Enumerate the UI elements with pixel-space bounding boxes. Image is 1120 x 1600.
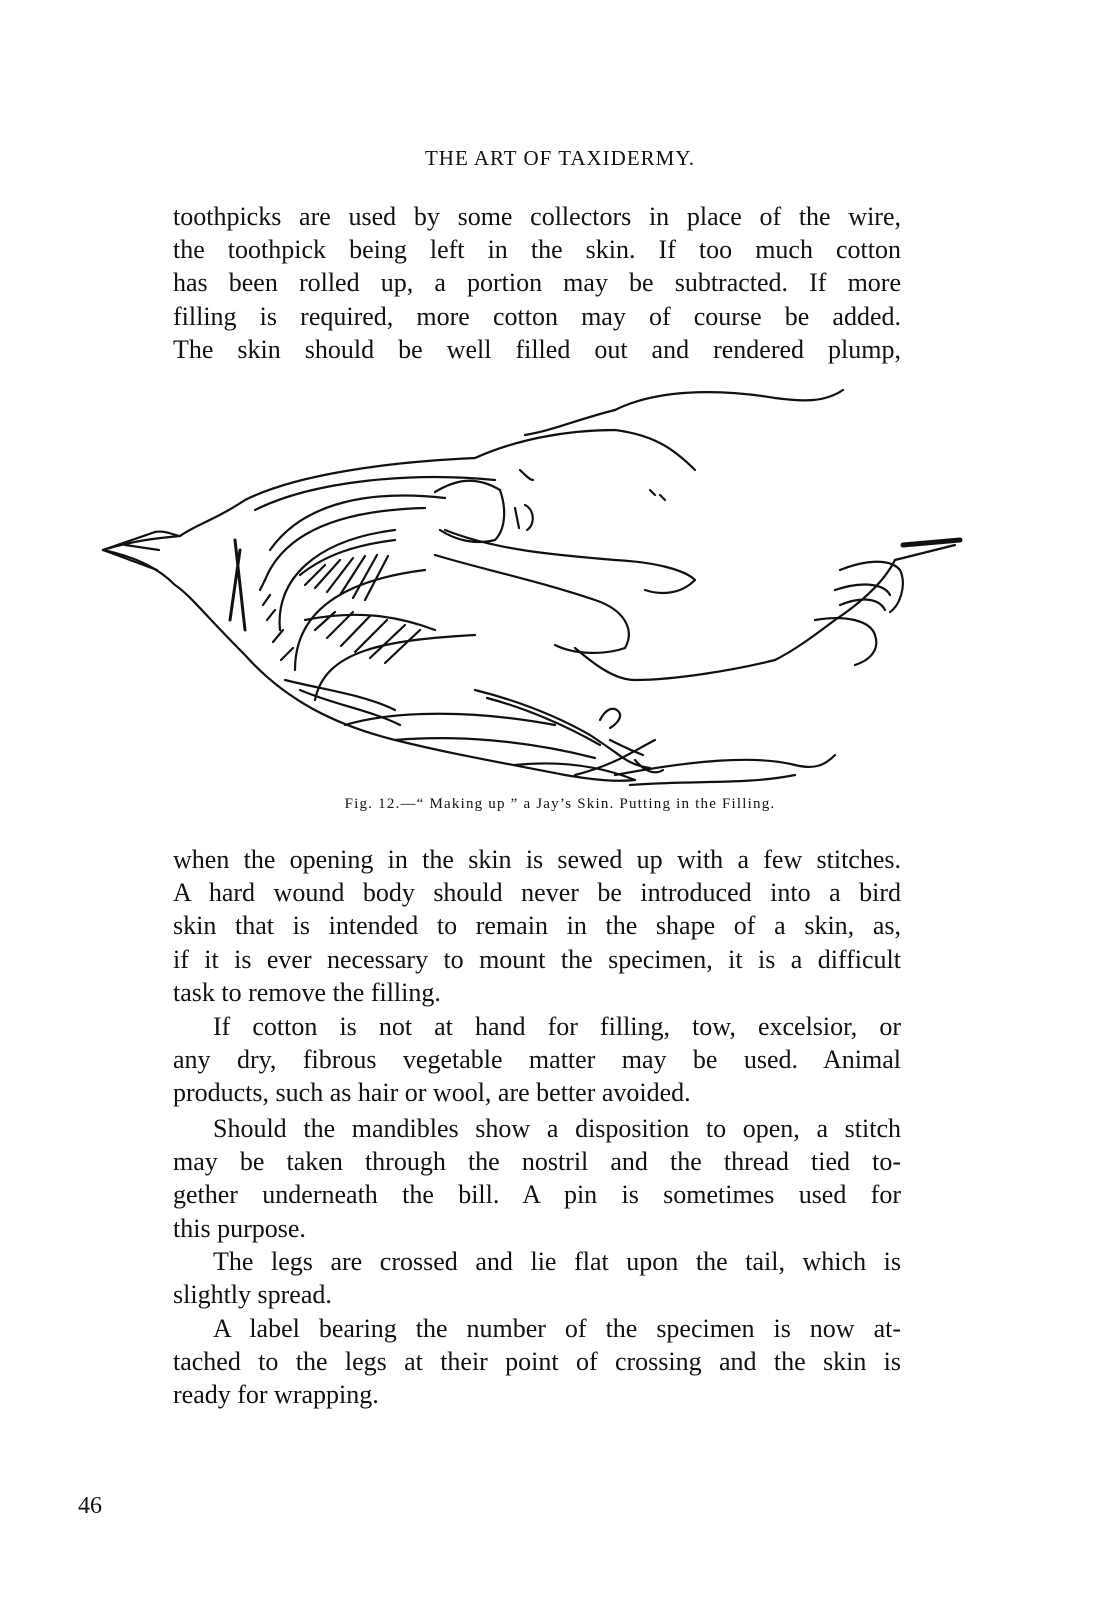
text-line: if it is ever necessary to mount the specimen, it is a difficult (173, 944, 901, 974)
hand-drawing (435, 390, 960, 680)
text-line: has been rolled up, a portion may be subtracted. If more (173, 268, 901, 298)
paragraph-6 (173, 1312, 901, 1412)
paragraph-4 (173, 1112, 901, 1245)
figure-caption: Fig. 12.—“ Making up ” a Jay’s Skin. Putting in the Filling. (344, 796, 776, 812)
text-line: tached to the legs at their point of crossing and the skin is (173, 1347, 901, 1377)
paragraph-3 (173, 1010, 901, 1110)
text-line: A hard wound body should never be introduced into a bird (173, 878, 901, 908)
text-line: when the opening in the skin is sewed up with a few stitches. (173, 845, 901, 874)
text-line: If cotton is not at hand for filling, tow, excelsior, or (213, 1012, 901, 1041)
text-line: the toothpick being left in the skin. If too much cotton (173, 235, 901, 265)
text-line: The legs are crossed and lie flat upon the tail, which is (213, 1247, 901, 1276)
text-line: The skin should be well filled out and rendered plump, (173, 334, 901, 364)
text-line: this purpose. (173, 1213, 306, 1243)
text-line: ready for wrapping. (173, 1380, 379, 1410)
paragraph-5 (173, 1245, 901, 1311)
text-line: may be taken through the nostril and the thread tied to- (173, 1147, 901, 1177)
text-line: filling is required, more cotton may of course be added. (173, 301, 901, 331)
text-line: skin that is intended to remain in the shape of a skin, as, (173, 911, 901, 941)
text-line: A label bearing the number of the specimen is now at- (213, 1314, 901, 1343)
running-head: THE ART OF TAXIDERMY. (424, 146, 696, 170)
text-line: task to remove the filling. (173, 977, 441, 1007)
text-line: products, such as hair or wool, are better avoided. (173, 1078, 691, 1108)
text-line: Should the mandibles show a disposition to open, a stitch (213, 1114, 901, 1143)
paragraph-2 (173, 843, 901, 1009)
text-line: any dry, fibrous vegetable matter may be used. Animal (173, 1045, 901, 1075)
text-line: toothpicks are used by some collectors in place of the wire, (173, 202, 901, 231)
paragraph-1 (173, 200, 901, 366)
page-number: 46 (78, 1493, 102, 1519)
text-line: slightly spread. (173, 1280, 332, 1310)
text-line: gether underneath the bill. A pin is sometimes used for (173, 1180, 901, 1210)
figure-bird-skin-illustration (95, 380, 965, 800)
bird-skin-drawing (103, 458, 835, 785)
